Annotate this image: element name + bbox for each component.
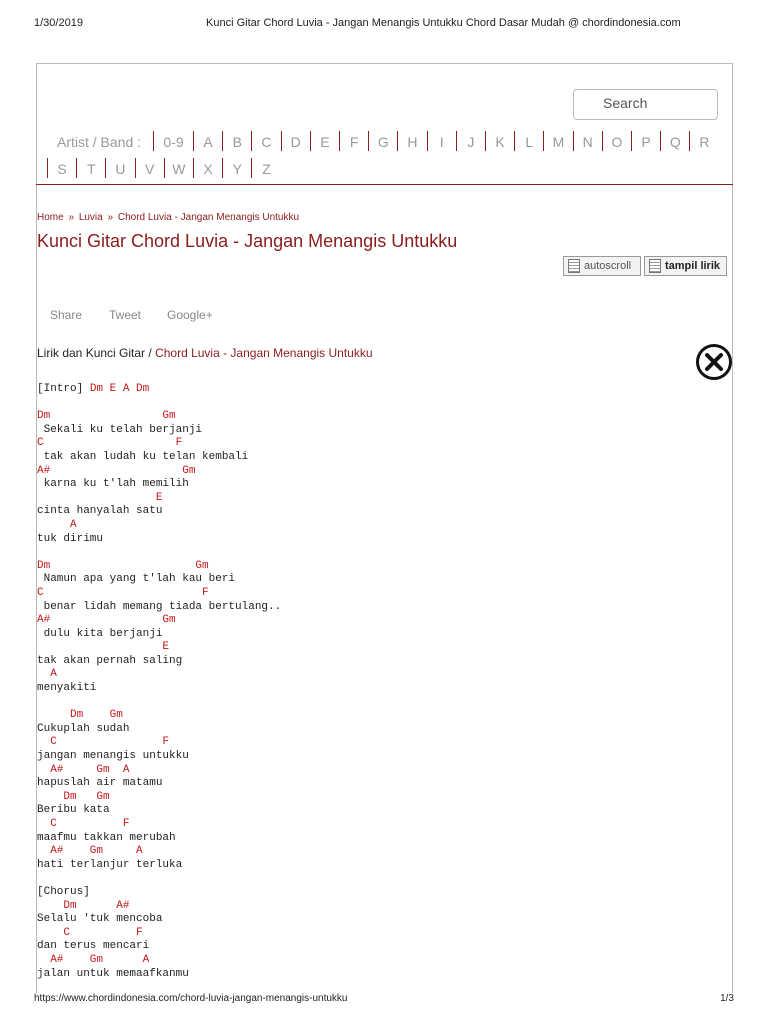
artist-letter-h[interactable]: H [407,134,418,150]
print-footer [34,993,734,1007]
print-title: Kunci Gitar Chord Luvia - Jangan Menangis Untukku Chord Dasar Mudah @ chordindonesia.com [206,17,681,29]
chord-line: A# Gm [37,464,196,477]
lyric-line: tak akan pernah saling [37,654,183,667]
artist-letter-f[interactable]: F [349,134,359,150]
artist-nav-row-1 [37,131,727,153]
page-title: Kunci Gitar Chord Luvia - Jangan Menangis Untukku [37,231,458,251]
lyrics-heading-prefix: Lirik dan Kunci Gitar / [37,346,156,360]
chord-line: E [37,641,170,654]
chord-line: A# Gm A [37,953,150,966]
chord-line: Dm A# [37,899,130,912]
lyric-line: tak akan ludah ku telan kembali [37,450,249,463]
nav-divider [36,184,733,185]
lyric-line: [Chorus] [37,885,90,898]
artist-letter-j[interactable]: J [467,134,475,150]
lyric-line: dan terus mencari [37,940,150,953]
search-label: Search [603,95,648,111]
artist-letter-v[interactable]: V [145,161,155,177]
artist-letter-x[interactable]: X [203,161,213,177]
artist-band-label: Artist / Band : [57,134,142,150]
artist-letter-k[interactable]: K [495,134,505,150]
print-header [34,17,734,31]
chord-line: Dm Gm [37,790,110,803]
artist-letter-o[interactable]: O [611,134,623,150]
breadcrumb-home[interactable]: Home [37,212,64,223]
x-mark-icon [705,353,723,371]
lyric-line: tuk dirimu [37,532,104,545]
breadcrumb-separator: » [107,212,114,223]
close-icon[interactable] [696,344,732,380]
blank-line [37,397,697,411]
chord-line: C F [37,818,130,830]
chord-line: Dm Gm [37,709,123,722]
print-url: https://www.chordindonesia.com/chord-luvia-jangan-menangis-untukku [34,993,348,1004]
google-plus-button[interactable]: Google+ [167,308,213,322]
breadcrumb-artist[interactable]: Luvia [78,212,103,223]
autoscroll-label: autoscroll [584,260,632,272]
breadcrumb [37,212,299,223]
lyric-line: jangan menangis untukku [37,750,189,763]
chord-line: A# Gm A [37,763,130,776]
chord-line: C F [37,437,183,450]
show-lyrics-button[interactable] [644,256,727,276]
tweet-button[interactable]: Tweet [109,308,142,322]
artist-letter-b[interactable]: B [232,134,242,150]
artist-letter-u[interactable]: U [115,161,126,177]
chord-line: E [37,491,163,504]
lyric-line: Beribu kata [37,804,110,817]
artist-letter-0-9[interactable]: 0-9 [163,134,184,150]
artist-letter-y[interactable]: Y [232,161,242,177]
chord-sheet [37,383,697,981]
artist-letter-z[interactable]: Z [262,161,271,177]
lyric-line: dulu kita berjanji [37,627,163,640]
chord-line: C F [37,736,170,749]
artist-letter-d[interactable]: D [290,134,301,150]
blank-line [37,546,697,560]
chord-line: A# Gm A [37,845,143,858]
scroll-icon [568,259,580,273]
artist-letter-s[interactable]: S [57,161,67,177]
artist-letter-t[interactable]: T [87,161,96,177]
lyric-line: Cukuplah sudah [37,722,130,735]
artist-letter-a[interactable]: A [203,134,213,150]
intro-chords: Dm E A Dm [89,383,150,395]
lyric-line: menyakiti [37,682,97,695]
blank-line [37,872,697,886]
lyric-line: maafmu takkan merubah [37,831,176,844]
artist-letter-l[interactable]: L [525,134,534,150]
print-page-number: 1/3 [720,993,734,1004]
blank-line [37,696,697,710]
lyric-line: jalan untuk memaafkanmu [37,967,189,980]
print-date: 1/30/2019 [34,17,83,29]
artist-letter-g[interactable]: G [377,134,389,150]
lyric-line: benar lidah memang tiada bertulang.. [37,600,282,613]
chord-line: C F [37,586,209,599]
lyric-line: cinta hanyalah satu [37,505,163,518]
artist-letter-w[interactable]: W [172,161,186,177]
lyric-line: Sekali ku telah berjanji [37,423,203,436]
autoscroll-button[interactable] [563,256,641,276]
lyrics-heading [37,346,373,360]
lyrics-icon [649,259,661,273]
chord-line: Dm Gm [37,410,176,423]
share-button[interactable]: Share [50,308,83,322]
chord-line: A [37,668,57,681]
artist-letter-p[interactable]: P [641,134,651,150]
lyrics-heading-link[interactable]: Chord Luvia - Jangan Menangis Untukku [155,346,373,360]
breadcrumb-song[interactable]: Chord Luvia - Jangan Menangis Untukku [117,212,300,223]
artist-letter-n[interactable]: N [582,134,593,150]
breadcrumb-separator: » [68,212,75,223]
lyric-line: Namun apa yang t'lah kau beri [37,573,236,586]
artist-letter-i[interactable]: I [439,134,444,150]
artist-nav-row-2 [37,158,727,180]
chord-line: A [37,518,77,531]
show-lyrics-label: tampil lirik [665,260,721,272]
artist-letter-e[interactable]: E [320,134,330,150]
artist-letter-c[interactable]: C [261,134,272,150]
artist-letter-r[interactable]: R [699,134,710,150]
search-input[interactable] [573,89,718,120]
chord-line: C F [37,926,143,939]
chord-line: Dm Gm [37,559,209,572]
artist-letter-m[interactable]: M [552,134,565,150]
chord-line: A# Gm [37,614,176,627]
artist-letter-q[interactable]: Q [669,134,681,150]
lyric-line: karna ku t'lah memilih [37,478,189,491]
lyric-line: Selalu 'tuk mencoba [37,913,163,926]
lyric-line: hati terlanjur terluka [37,858,183,871]
lyric-line: hapuslah air matamu [37,777,163,790]
lyric-line: [Intro] Dm E A Dm [37,383,150,395]
